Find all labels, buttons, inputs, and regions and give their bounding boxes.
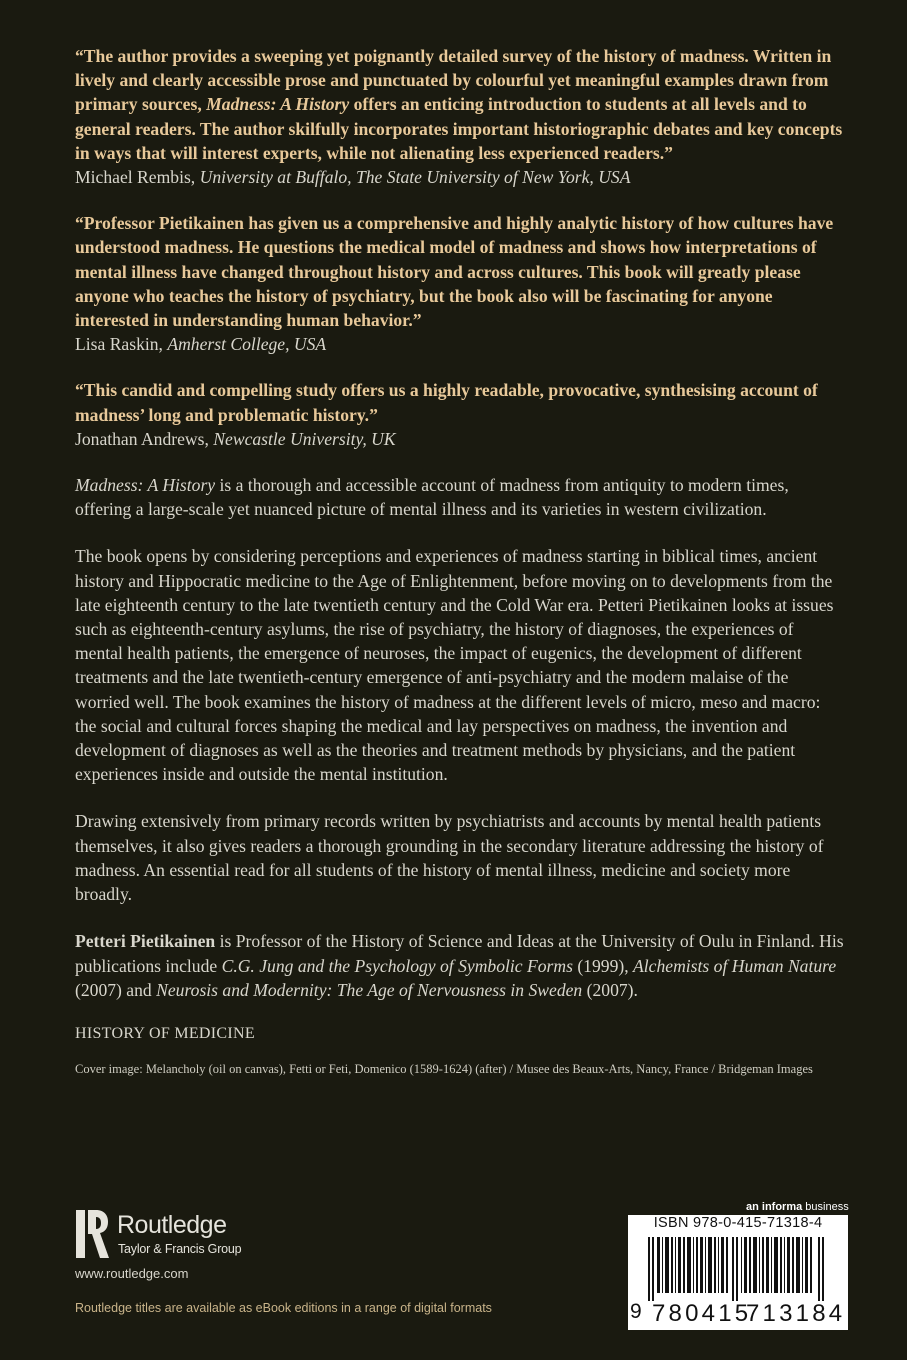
publisher-logo (75, 1208, 295, 1268)
description-paragraph-1: Madness: A History is a thorough and accessible account of madness from antiquity to modern times, offering a large-scale yet nuanced picture of mental illness and its varieties in western civilization. (75, 475, 789, 520)
isbn-label: ISBN 978-0-415-71318-4 (653, 1215, 823, 1231)
informa-business-label: an informa business (746, 1201, 849, 1213)
isbn-barcode (628, 1215, 848, 1330)
review-attribution-3: Jonathan Andrews, Newcastle University, UK (75, 428, 396, 449)
cover-image-credit: Cover image: Melancholy (oil on canvas), Fetti or Feti, Domenico (1589-1624) (after) / Musee des Beaux-Arts, Nancy, France / Bridgeman Images (75, 1061, 813, 1076)
review-quote-1: “The author provides a sweeping yet poignantly detailed survey of the history of madness. Written in lively and clearly accessible prose and punctuated by colourful yet meaningful examples drawn from primary sources, Madness: A History offers an enticing introduction to students at all levels and to general readers. The author skilfully incorporates important historiographic debates and key concepts in ways that will interest experts, while not alienating less experienced readers.” (75, 46, 843, 163)
barcode-first-digit: 9 (630, 1300, 642, 1323)
description-paragraph-2: The book opens by considering perceptions and experiences of madness starting in biblical times, ancient history and Hippocratic medicine to the Age of Enlightenment, before moving on to developments from the late eighteenth century to the late twentieth century and the Cold War era. Petteri Pietikainen looks at issues such as eighteenth-century asylums, the rise of psychiatry, the history of diagnoses, the experiences of mental health patients, the emergence of neuroses, the impact of eugenics, the development of different treatments and the late twentieth-century emergence of anti-psychiatry and the modern malaise of the worried well. The book examines the history of madness at the different levels of micro, meso and macro: the social and cultural forces shaping the medical and lay perspectives on madness, the invention and development of diagnoses as well as the theories and treatment methods by physicians, and the patient experiences inside and outside the mental institution. (75, 546, 834, 785)
barcode-bars (634, 1237, 842, 1301)
barcode-group-1: 780415 (652, 1300, 752, 1327)
review-quote-2: “Professor Pietikainen has given us a comprehensive and highly analytic history of how cultures have understood madness. He questions the medical model of madness and shows how interpretations of mental illness have changed throughout history and across cultures. This book will greatly please anyone who teaches the history of psychiatry, but the book also will be fascinating for anyone interested in understanding human behavior.” (75, 213, 834, 331)
back-cover-text (75, 44, 845, 1078)
review-attribution-1: Michael Rembis, University at Buffalo, The State University of New York, USA (75, 167, 631, 188)
review-quote-3: “This candid and compelling study offers us a highly readable, provocative, synthesising account of madness’ long and problematic history.” (75, 380, 818, 425)
publisher-name: Routledge (117, 1211, 227, 1239)
review-attribution-2: Lisa Raskin, Amherst College, USA (75, 334, 327, 355)
routledge-r-icon (75, 1208, 109, 1260)
subject-category: HISTORY OF MEDICINE (75, 1024, 255, 1042)
author-bio: Petteri Pietikainen is Professor of the History of Science and Ideas at the University of Oulu in Finland. His publications include C.G. Jung and the Psychology of Symbolic Forms (1999), Alchemists of Human Nature (2007) and Neurosis and Modernity: The Age of Nervousness in Sweden (2007). (75, 931, 844, 1000)
description-paragraph-3: Drawing extensively from primary records written by psychiatrists and accounts by mental health patients themselves, it also gives readers a thorough grounding in the secondary literature addressing the history of madness. An essential read for all students of the history of mental illness, medicine and society more broadly. (75, 811, 824, 905)
barcode-group-2: 713184 (746, 1300, 846, 1327)
ebook-note: Routledge titles are available as eBook editions in a range of digital formats (75, 1301, 492, 1315)
publisher-website[interactable]: www.routledge.com (75, 1266, 189, 1281)
publisher-group: Taylor & Francis Group (118, 1242, 242, 1256)
